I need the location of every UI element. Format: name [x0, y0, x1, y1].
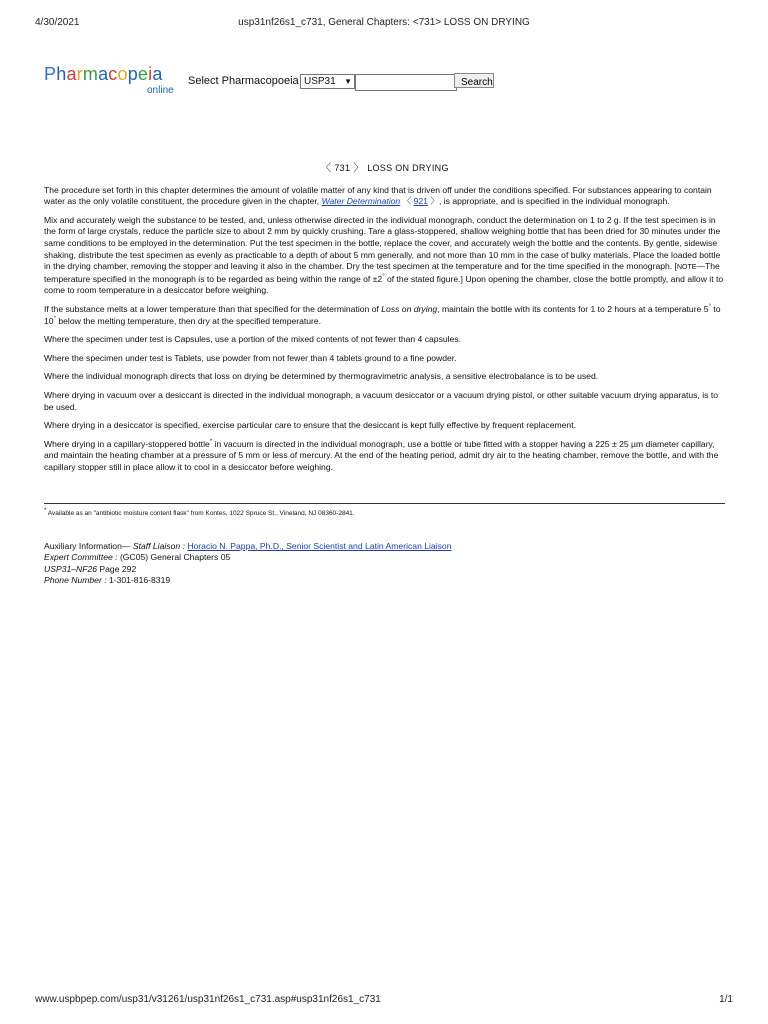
footnote-divider	[44, 503, 725, 504]
pharmacopeia-logo[interactable]	[44, 64, 180, 98]
logo-letter: m	[82, 64, 99, 84]
logo-letter: p	[127, 64, 138, 84]
paragraph-capillary: Where drying in a capillary-stoppered bottle* in vacuum is directed in the individual monograph, use a bottle or tube fitted with a stopper having a 225 ± 25 µm diameter capillary, and maintain the heating chamber at a pressure of 5 mm or less of mercury. At the end of the heating period, admit dry air to the heating chamber, remove the bottle, and with the capillary stopper still in place allow it to cool in a desiccator before weighing.	[44, 438, 719, 472]
expert-committee-value: (GC05) General Chapters 05	[119, 552, 231, 563]
logo-letter: r	[76, 64, 83, 84]
water-determination-link[interactable]: Water Determination	[321, 196, 401, 207]
angle-close-icon: 〉	[353, 162, 365, 174]
chapter-heading	[44, 163, 725, 175]
logo-letter: o	[117, 64, 128, 84]
logo-wordmark	[44, 64, 180, 84]
staff-liaison-label: Staff Liaison :	[132, 541, 185, 551]
staff-liaison-link[interactable]: Horacio N. Pappa, Ph.D., Senior Scientist and Latin American Liaison	[187, 541, 452, 551]
paragraph-melting: If the substance melts at a lower temperature than that specified for the determination of Loss on drying, maintain the bottle with its contents for 1 to 2 hours at a temperature 5° to 10° below the melting temperature, then dry at the specified temperature.	[44, 303, 721, 326]
logo-letter: a	[66, 64, 77, 84]
angle-open-icon: 〈	[402, 196, 412, 207]
print-page-number: 1/1	[719, 994, 733, 1005]
paragraph-procedure: Mix and accurately weigh the substance to be tested, and, unless otherwise directed in the individual monograph, conduct the determination on 1 to 2 g. If the test specimen is in the form of large crystals, reduce the particle size to about 2 mm by quickly crushing. Tare a glass-stoppered, shallow weighing bottle that has been dried for 30 minutes under the same conditions to be employed in the determination. Put the test specimen in the bottle, replace the cover, and accurately weigh the bottle and the contents. By gentle, sidewise shaking, distribute the test specimen as evenly as practicable to a depth of about 5 mm generally, and not more than 10 mm in the case of bulky materials. Place the loaded bottle in the drying chamber, removing the stopper and leaving it also in the chamber. Dry the test specimen at the temperature and for the time specified in the monograph. [NOTE—The temperature specified in the monograph is to be regarded as being within the range of ±2° of the stated figure.] Upon opening the chamber, close the bottle promptly, and allow it to come to room temperature in a desiccator before weighing.	[44, 214, 724, 296]
search-input[interactable]	[355, 74, 457, 91]
paragraph-vacuum: Where drying in vacuum over a desiccant is directed in the individual monograph, a vacuum desiccator or a vacuum drying pistol, or other suitable vacuum drying apparatus, is to be used.	[44, 389, 718, 412]
pharmacopoeia-select[interactable]	[300, 74, 355, 89]
logo-letter: a	[98, 64, 109, 84]
paragraph-desiccator: Where drying in a desiccator is specified, exercise particular care to ensure that the desiccant is kept fully effective by frequent replacement.	[44, 420, 576, 431]
logo-subtitle: online	[147, 85, 174, 96]
chapter-title: LOSS ON DRYING	[367, 163, 449, 173]
site-header	[44, 62, 744, 102]
book-page-value: Page 292	[99, 563, 137, 574]
search-button[interactable]: Search	[454, 73, 494, 88]
footnote	[44, 507, 355, 517]
print-footer	[0, 994, 768, 1008]
print-header	[0, 17, 768, 31]
logo-letter: c	[108, 64, 118, 84]
book-page-row	[44, 564, 451, 575]
expert-committee-label: Expert Committee :	[44, 552, 118, 563]
paragraph-tablets: Where the specimen under test is Tablets, use powder from not fewer than 4 tablets ground to a fine powder.	[44, 352, 457, 363]
logo-letter: e	[137, 64, 149, 84]
logo-letter: h	[56, 64, 67, 84]
staff-liaison-row	[44, 541, 451, 552]
angle-open-icon: 〈	[320, 162, 332, 174]
paragraph-capsules: Where the specimen under test is Capsules, use a portion of the mixed contents of not fewer than 4 capsules.	[44, 334, 462, 345]
footnote-mark: *	[44, 507, 47, 514]
print-date: 4/30/2021	[35, 17, 80, 28]
chapter-921-link[interactable]: 921	[413, 196, 428, 207]
pharmacopoeia-select-value: USP31	[304, 76, 336, 87]
chapter-content	[44, 163, 725, 480]
note-label: NOTE	[676, 264, 697, 272]
paragraph-thermogravimetric: Where the individual monograph directs that loss on drying be determined by thermogravimetric analysis, a sensitive electrobalance is to be used.	[44, 371, 599, 382]
auxiliary-info	[44, 541, 451, 587]
logo-letter: a	[152, 64, 163, 84]
select-pharmacopoeia-label: Select Pharmacopoeia	[188, 75, 299, 87]
logo-letter: i	[148, 64, 153, 84]
book-label: USP31–NF26	[44, 563, 98, 574]
print-title: usp31nf26s1_c731, General Chapters: <731> LOSS ON DRYING	[238, 17, 530, 28]
angle-close-icon: 〉	[430, 196, 439, 207]
footnote-ref: *	[209, 438, 213, 445]
aux-label: Auxiliary Information—	[44, 541, 131, 551]
print-url: www.uspbpep.com/usp31/v31261/usp31nf26s1_c731.asp#usp31nf26s1_c731	[35, 994, 381, 1005]
logo-letter: P	[44, 64, 57, 84]
paragraph-intro: The procedure set forth in this chapter determines the amount of volatile matter of any kind that is driven off under the conditions specified. For substances appearing to contain water as the only volatile constituent, the procedure given in the chapter, Water Determination 〈 921 〉, is appropriate, and is specified in the individual monograph.	[44, 184, 712, 207]
chapter-number: 731	[334, 163, 351, 173]
footnote-text: Available as an "antibiotic moisture content flask" from Kontes, 1022 Spruce St., Vineland, NJ 08360-2841.	[47, 510, 355, 517]
chevron-down-icon: ▼	[344, 77, 352, 86]
phone-value: 1-301-816-8319	[108, 575, 171, 586]
phone-label: Phone Number :	[44, 575, 107, 586]
phone-row	[44, 575, 451, 586]
expert-committee-row	[44, 552, 451, 563]
